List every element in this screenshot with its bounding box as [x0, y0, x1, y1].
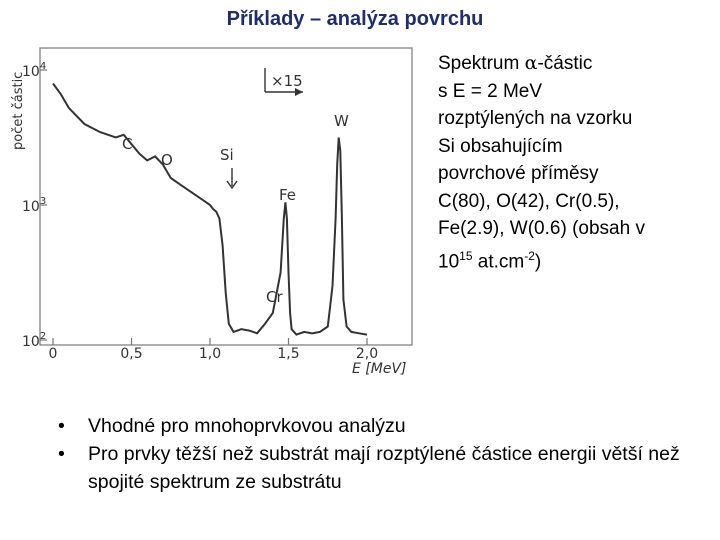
y-tick-label: $10^4$	[22, 61, 47, 80]
x-tick-label: 2,0	[355, 346, 379, 362]
peak-label-c: C	[122, 135, 133, 153]
x-tick-label: 0	[48, 346, 58, 362]
peak-label-si: Si	[220, 146, 234, 164]
bullet-item: • Vhodné pro mnohoprvkovou analýzu	[58, 412, 708, 440]
spectrum-chart	[0, 40, 430, 390]
peak-label-o: O	[161, 151, 173, 169]
x-axis-label: E [MeV]	[352, 361, 407, 377]
description-line: rozptýlených na vzorku	[438, 108, 633, 129]
slide-title	[0, 8, 720, 31]
description-line: Spektrum α-částic	[438, 52, 593, 74]
x-tick-label: 1,0	[198, 346, 222, 362]
spectrum-figure	[0, 40, 430, 390]
spectrum-curve	[53, 84, 367, 335]
description-line: C(80), O(42), Cr(0.5),	[438, 190, 620, 212]
bullet-item: • Pro prvky těžší než substrát mají rozptýlené částice energii větší než spojité spektrum ze substrátu	[58, 440, 708, 496]
spectrum-description	[438, 50, 718, 275]
peak-label-w: W	[334, 112, 349, 130]
description-line: Fe(2.9), W(0.6) (obsah v	[438, 218, 645, 239]
description-line: $10^{15}$ $at.cm^{-2}$)	[438, 248, 542, 272]
description-line: povrchové příměsy	[438, 163, 599, 184]
slide-title-text: Příklady – analýza povrchu	[226, 8, 484, 30]
y-tick-label: $10^3$	[22, 196, 47, 215]
y-axis-label: počet částic	[11, 71, 26, 150]
y-tick-label: $10^2$	[22, 331, 47, 350]
description-line: Si obsahujícím	[438, 135, 563, 157]
peak-label-cr: Cr	[266, 288, 283, 306]
x-tick-label: 1,5	[277, 346, 300, 362]
bullet-list	[58, 412, 708, 496]
peak-label-fe: Fe	[279, 186, 297, 204]
multiplier-label: ×15	[271, 72, 303, 90]
description-line: s E = 2 MeV	[438, 80, 543, 102]
multiplier-annotation	[265, 68, 303, 96]
x-tick-label: 0,5	[120, 346, 143, 362]
si-edge-arrow	[227, 168, 237, 188]
x-tick-group	[49, 338, 379, 362]
